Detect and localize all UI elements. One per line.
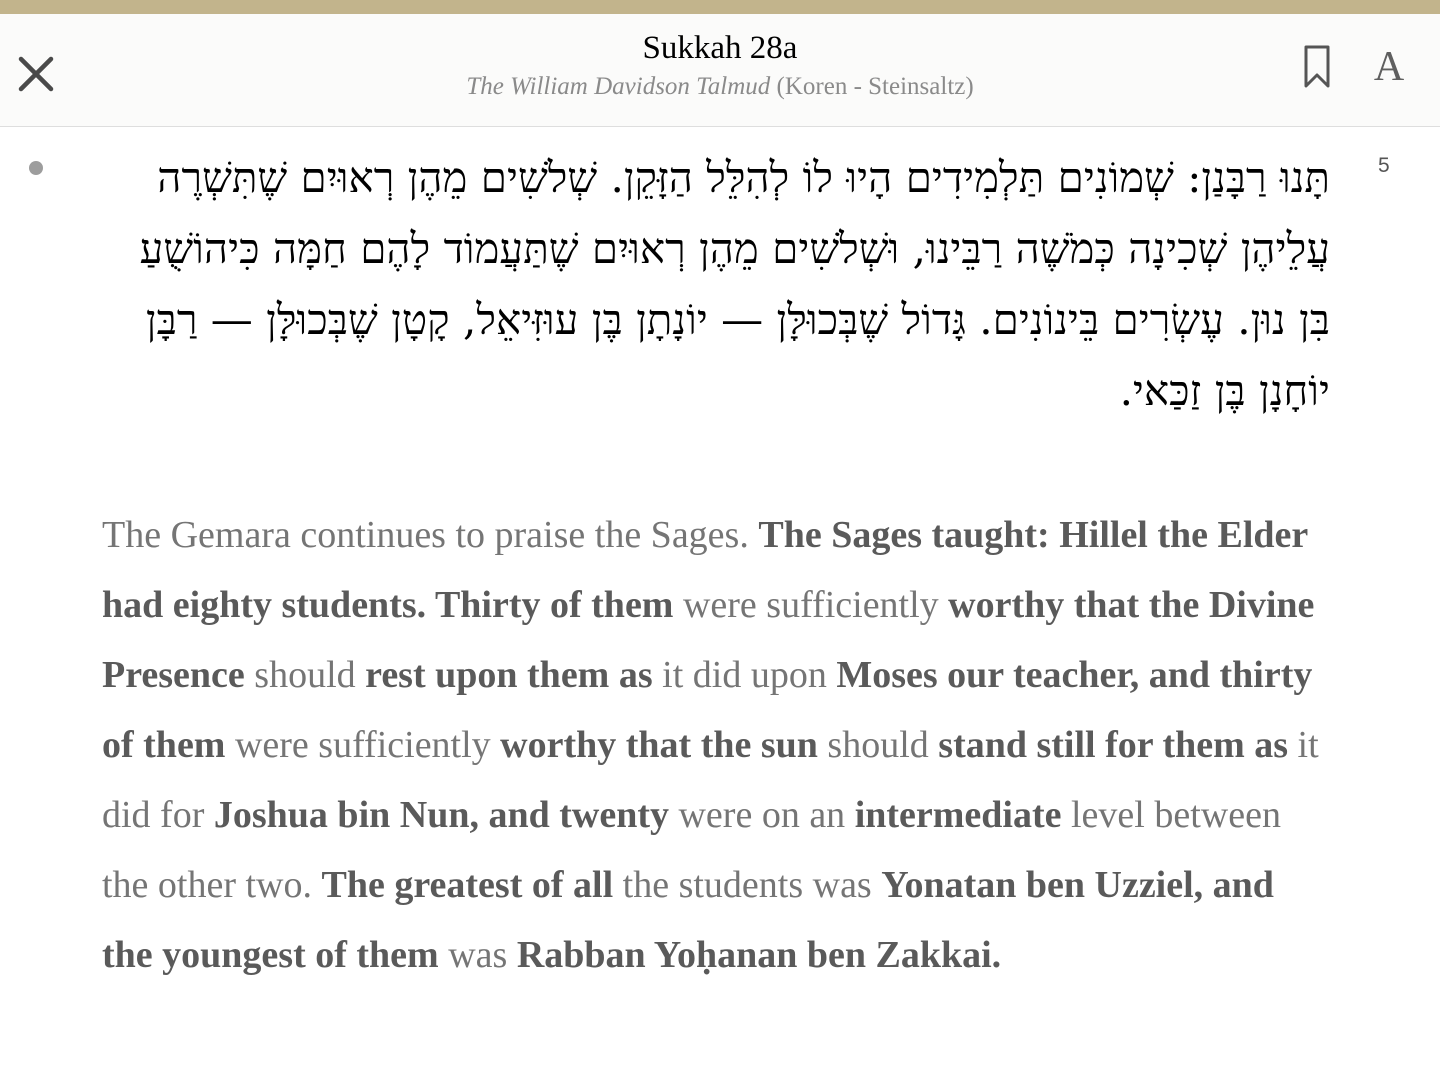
close-button[interactable] <box>12 50 60 98</box>
translation-part-bold: stand still for them as <box>938 724 1289 766</box>
font-settings-button[interactable]: A <box>1373 44 1405 90</box>
work-title: The William Davidson Talmud <box>466 73 771 100</box>
translation-part-bold: Yonatan ben Uzziel, and the youngest of them <box>102 864 1274 976</box>
translation-part: were sufficiently <box>225 724 501 766</box>
bookmark-button[interactable] <box>1300 44 1334 90</box>
translation-part-bold: Moses our teacher, and thirty of them <box>102 654 1313 766</box>
segment-number: 5 <box>1378 154 1390 177</box>
reader-header <box>0 14 1440 127</box>
english-translation <box>102 500 1327 990</box>
translation-part-bold: worthy that the sun <box>500 724 818 766</box>
translation-part: the students was <box>613 864 882 906</box>
accent-rule <box>0 0 1440 14</box>
hebrew-text: תָּנוּ רַבָּנַן: שְׁמוֹנִים תַּלְמִידִים הָיוּ לוֹ לְהִלֵּל הַזָּקֵן. שְׁלֹשִׁים מֵהֶן רְאוּיִם שֶׁתִּשְׁרֶה עֲלֵיהֶן שְׁכִינָה כְּמֹשֶׁה רַבֵּינוּ, וּשְׁלֹשִׁים מֵהֶן רְאוּיִם שֶׁתַּעֲמוֹד לָהֶם חַמָּה כִּיהוֹשֻׁעַ בִּן נוּן. עֶשְׂרִים בֵּינוֹנִים. גָּדוֹל שֶׁבְּכוּלָּן — יוֹנָתָן בֶּן עוּזִּיאֵל, קָטָן שֶׁבְּכוּלָּן — רַבָּן יוֹחָנָן בֶּן זַכַּאי. <box>139 153 1330 415</box>
translation-part: it did upon <box>652 654 837 696</box>
segment-marker-dot <box>29 161 43 175</box>
translation-part-bold: Joshua bin Nun, and twenty <box>213 794 669 836</box>
translation-part-bold: The greatest of all <box>321 864 614 906</box>
translation-part-bold: Rabban Yoḥanan ben Zakkai. <box>516 934 1002 976</box>
translation-part: should <box>817 724 939 766</box>
close-icon <box>12 50 60 98</box>
translation-part-bold: worthy that the Divine Presence <box>102 584 1315 696</box>
translation-part: were sufficiently <box>673 584 949 626</box>
translation-part: was <box>438 934 517 976</box>
translation-part: it did for <box>102 724 1319 836</box>
page-title: Sukkah 28a <box>642 30 798 66</box>
translation-part-bold: intermediate <box>854 794 1062 836</box>
translation-part: The Gemara continues to praise the Sages. <box>102 514 759 556</box>
title-block <box>300 28 1140 104</box>
translation-part-bold: The Sages taught: Hillel the Elder had eighty students. Thirty of them <box>102 514 1308 626</box>
translation-part: were on an <box>668 794 855 836</box>
translation-part-bold: rest upon them as <box>365 654 653 696</box>
edition-label: (Koren - Steinsaltz) <box>770 73 974 100</box>
page-subtitle <box>300 70 1140 104</box>
bookmark-icon <box>1300 44 1334 90</box>
translation-part: level between the other two. <box>102 794 1281 906</box>
translation-part: should <box>244 654 366 696</box>
